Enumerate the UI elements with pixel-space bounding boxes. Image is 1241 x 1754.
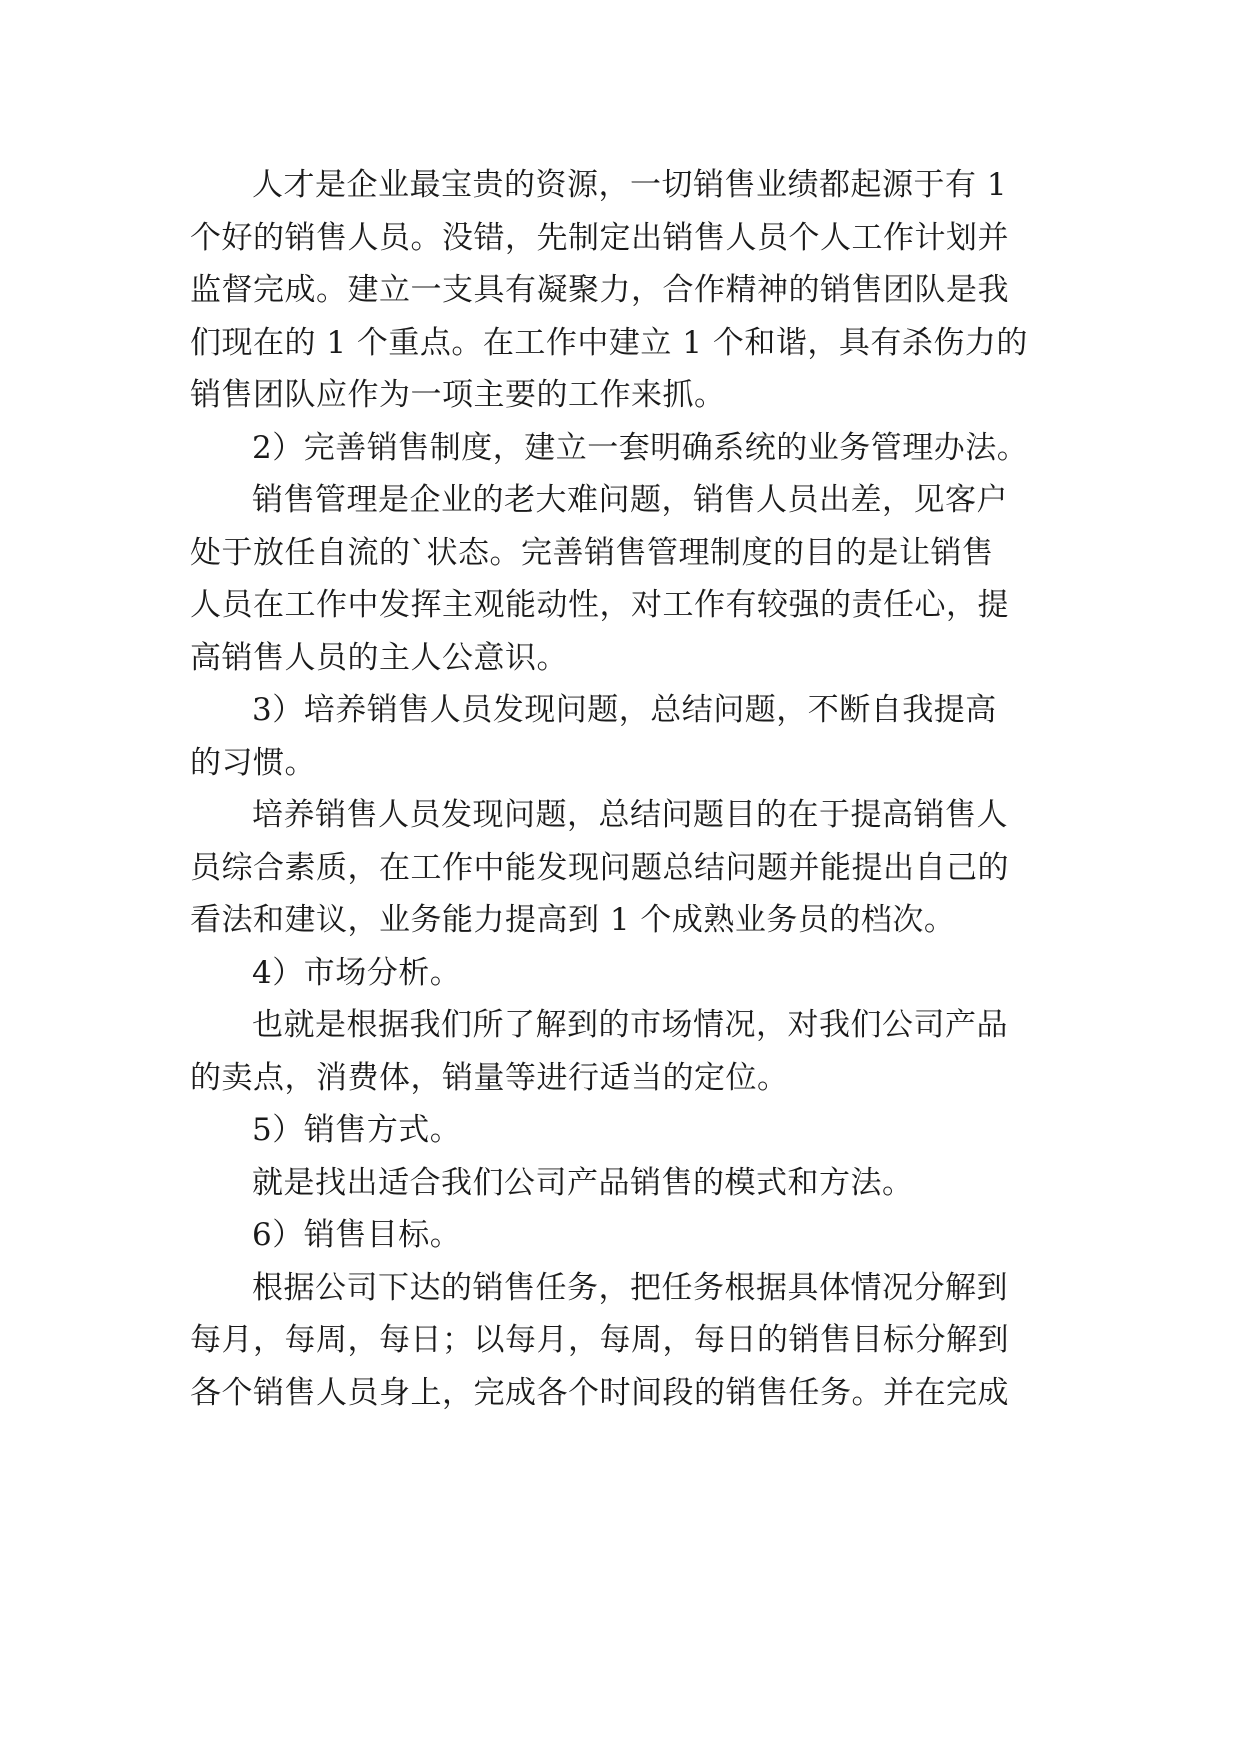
- text-line: 根据公司下达的销售任务，把任务根据具体情况分解到: [252, 1270, 1008, 1306]
- text-line: 2）完善销售制度，建立一套明确系统的业务管理办法。: [252, 430, 1029, 466]
- text-line: 4）市场分析。: [252, 955, 462, 991]
- text-line: 培养销售人员发现问题，总结问题目的在于提高销售人: [252, 797, 1008, 833]
- text-line: 每月，每周，每日；以每月，每周，每日的销售目标分解到: [190, 1322, 1009, 1358]
- text-line: 人才是企业最宝贵的资源，一切销售业绩都起源于有 1: [252, 167, 1008, 203]
- text-line: 6）销售目标。: [252, 1217, 462, 1253]
- text-line: 人员在工作中发挥主观能动性，对工作有较强的责任心，提: [190, 587, 1009, 623]
- text-line: 销售管理是企业的老大难问题，销售人员出差，见客户: [252, 482, 1008, 518]
- text-line: 监督完成。建立一支具有凝聚力，合作精神的销售团队是我: [190, 272, 1009, 308]
- text-line: 的卖点，消费体，销量等进行适当的定位。: [190, 1060, 789, 1096]
- text-line: 们现在的 1 个重点。在工作中建立 1 个和谐，具有杀伤力的: [190, 325, 1028, 361]
- text-line: 处于放任自流的`状态。完善销售管理制度的目的是让销售: [190, 535, 994, 571]
- text-line: 也就是根据我们所了解到的市场情况，对我们公司产品: [252, 1007, 1008, 1043]
- text-line: 看法和建议，业务能力提高到 1 个成熟业务员的档次。: [190, 902, 956, 938]
- text-line: 个好的销售人员。没错，先制定出销售人员个人工作计划并: [190, 220, 1009, 256]
- text-line: 3）培养销售人员发现问题，总结问题，不断自我提高: [252, 692, 997, 728]
- text-line: 就是找出适合我们公司产品销售的模式和方法。: [252, 1165, 914, 1201]
- text-line: 员综合素质，在工作中能发现问题总结问题并能提出自己的: [190, 850, 1009, 886]
- text-line: 的习惯。: [190, 745, 316, 781]
- text-line: 各个销售人员身上，完成各个时间段的销售任务。并在完成: [190, 1375, 1009, 1411]
- text-line: 销售团队应作为一项主要的工作来抓。: [190, 377, 726, 413]
- text-line: 高销售人员的主人公意识。: [190, 640, 568, 676]
- text-line: 5）销售方式。: [252, 1112, 462, 1148]
